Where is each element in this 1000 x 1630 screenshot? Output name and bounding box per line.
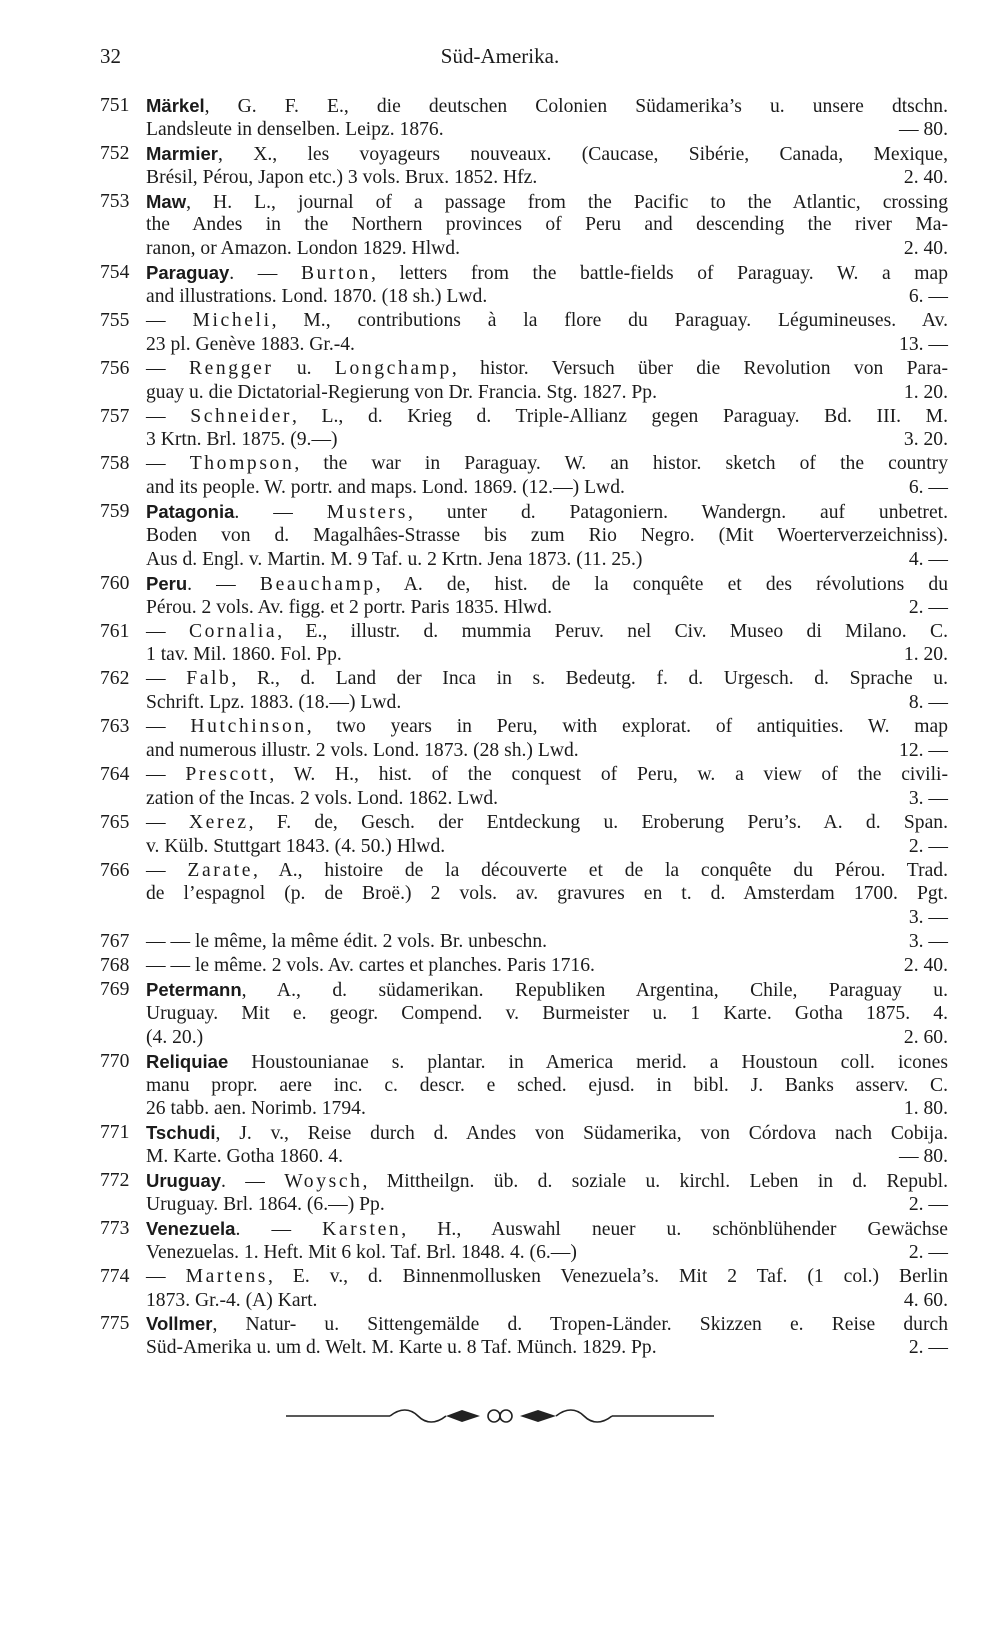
catalogue-entry: [100, 142, 948, 190]
entry-number: 755: [100, 310, 130, 332]
catalogue-entry: [100, 405, 948, 453]
entry-number: 774: [100, 1265, 130, 1287]
entry-text: , A. de, hist. de la conquête et des révolutions du: [375, 573, 948, 595]
entry-author: Beauchamp: [259, 573, 376, 595]
entry-keyword: Maw: [146, 190, 187, 212]
entry-number: 775: [100, 1313, 130, 1335]
entry-line-text: [146, 1289, 317, 1313]
entry-line: [146, 1097, 948, 1121]
entry-price: 3. —: [908, 907, 948, 929]
entry-price: — 80.: [899, 118, 948, 140]
catalogue-entries: [100, 94, 948, 1360]
entry-line-text: [146, 1145, 343, 1169]
catalogue-entry: [100, 500, 948, 572]
entry-price: 2. —: [908, 1193, 948, 1215]
entry-price: 2. 40.: [903, 955, 948, 977]
entry-text: 1 tav. Mil. 1860. Fol. Pp.: [146, 644, 342, 666]
entry-text: , E. v., d. Binnenmollusken Venezuela’s. Mit 2 Taf. (1 col.) Berlin: [267, 1265, 948, 1287]
entry-number: 760: [100, 572, 130, 594]
entry-line: [146, 1193, 948, 1217]
entry-text: —: [146, 859, 188, 881]
catalogue-entry: [100, 357, 948, 405]
entry-text: —: [146, 811, 189, 833]
entry-line: [146, 667, 948, 691]
entry-line-text: [146, 1097, 366, 1121]
catalogue-entry: [100, 1121, 948, 1169]
entry-text: 23 pl. Genève 1883. Gr.-4.: [146, 333, 355, 355]
entry-text: Aus d. Engl. v. Martin. M. 9 Taf. u. 2 Krtn. Jena 1873. (11. 25.): [146, 548, 643, 570]
entry-text: Uruguay. Brl. 1864. (6.—) Pp.: [146, 1193, 385, 1215]
catalogue-entry: [100, 190, 948, 262]
entry-text: Houstounianae s. plantar. in America merid. a Houstoun coll. icones: [228, 1051, 948, 1073]
entry-number: 766: [100, 859, 130, 881]
entry-keyword: Reliquiae: [146, 1050, 229, 1072]
entry-price: 3. —: [908, 931, 948, 953]
entry-text: , A., histoire de la découverte et de la conquête du Pérou. Trad.: [253, 859, 948, 881]
entry-text: and numerous illustr. 2 vols. Lond. 1873. (28 sh.) Lwd.: [146, 740, 579, 762]
entry-price: 1. 20.: [903, 381, 948, 403]
entry-text: , Natur- u. Sittengemälde d. Tropen-Länder. Skizzen e. Reise durch: [212, 1314, 948, 1336]
entry-text: —: [146, 310, 193, 332]
entry-line: [146, 906, 948, 930]
entry-text: — — le même. 2 vols. Av. cartes et planches. Paris 1716.: [146, 955, 595, 977]
entry-text: de l’espagnol (p. de Broë.) 2 vols. av. gravures en t. d. Amsterdam 1700. Pgt.: [146, 883, 948, 905]
entry-text: , L., d. Krieg d. Triple-Allianz gegen Paraguay. Bd. III. M.: [292, 405, 948, 427]
entry-line: [146, 739, 948, 763]
entry-price: 6. —: [908, 286, 948, 308]
entry-line-text: [146, 1336, 657, 1360]
entry-line: [146, 1169, 948, 1193]
entry-line-text: [146, 643, 342, 667]
entry-text: , two years in Peru, with explorat. of antiquities. W. map: [306, 716, 949, 738]
entry-text: . —: [187, 573, 260, 595]
entry-text: ranon, or Amazon. London 1829. Hlwd.: [146, 238, 460, 260]
entry-line: [146, 954, 948, 978]
entry-line: [146, 643, 948, 667]
entry-text: Brésil, Pérou, Japon etc.) 3 vols. Brux. 1852. Hfz.: [146, 166, 538, 188]
entry-line: [146, 118, 948, 142]
entry-text: —: [146, 620, 189, 642]
entry-line-text: [146, 237, 460, 261]
entry-text: , J. v., Reise durch d. Andes von Südamerika, von Córdova nach Cobija.: [215, 1123, 948, 1145]
entry-line: [146, 1121, 948, 1145]
entry-text: . —: [229, 263, 301, 285]
entry-author: Musters: [326, 502, 409, 524]
catalogue-entry: [100, 1169, 948, 1217]
entry-number: 762: [100, 668, 130, 690]
catalogue-entry: [100, 309, 948, 357]
entry-text: Schrift. Lpz. 1883. (18.—) Lwd.: [146, 692, 402, 714]
entry-price: 2. —: [908, 835, 948, 857]
entry-author: Prescott: [185, 763, 270, 785]
entry-line: [146, 1265, 948, 1289]
entry-line: [146, 1026, 948, 1050]
entry-line-text: [146, 739, 579, 763]
end-ornament: [280, 1404, 720, 1428]
entry-number: 765: [100, 811, 130, 833]
entry-line-text: [146, 835, 445, 859]
entry-text: . —: [235, 1218, 323, 1240]
entry-line: [146, 548, 948, 572]
entry-number: 770: [100, 1050, 130, 1072]
entry-price: 3. —: [908, 787, 948, 809]
entry-text: —: [146, 453, 190, 475]
entry-price: 1. 20.: [903, 644, 948, 666]
entry-line: [146, 1336, 948, 1360]
entry-line: [146, 213, 948, 237]
entry-line: [146, 476, 948, 500]
entry-number: 761: [100, 620, 130, 642]
catalogue-entry: [100, 261, 948, 309]
entry-line-text: [146, 428, 338, 452]
entry-author: Burton: [300, 263, 371, 285]
catalogue-entry: [100, 1217, 948, 1265]
entry-line: [146, 1074, 948, 1098]
catalogue-entry: [100, 572, 948, 620]
entry-price: 2. —: [908, 1241, 948, 1263]
entry-text: —: [146, 716, 191, 738]
entry-author: Woysch: [284, 1171, 363, 1193]
catalogue-entry: [100, 1265, 948, 1313]
entry-text: —: [146, 357, 189, 379]
entry-line: [146, 190, 948, 214]
catalogue-entry: [100, 954, 948, 978]
entry-line-text: [146, 548, 642, 572]
entry-price: — 80.: [899, 1146, 948, 1168]
entry-line: [146, 428, 948, 452]
entry-text: Venezuelas. 1. Heft. Mit 6 kol. Taf. Brl. 1848. 4. (6.—): [146, 1241, 577, 1263]
entry-line: [146, 1289, 948, 1313]
entry-price: 3. 20.: [903, 429, 948, 451]
entry-line: [146, 237, 948, 261]
entry-line: [146, 572, 948, 596]
entry-price: 13. —: [899, 333, 948, 355]
entry-text: —: [146, 1265, 186, 1287]
entry-price: 4. 60.: [903, 1289, 948, 1311]
entry-line: [146, 835, 948, 859]
entry-number: 764: [100, 763, 130, 785]
entry-author: Longchamp: [334, 357, 452, 379]
entry-text: , histor. Versuch über die Revolution von Para-: [451, 357, 948, 379]
entry-price: 2. —: [908, 1337, 948, 1359]
catalogue-entry: [100, 763, 948, 811]
entry-text: , A., d. südamerikan. Republiken Argentina, Chile, Paraguay u.: [241, 979, 948, 1001]
entry-price: 2. —: [908, 596, 948, 618]
entry-line-text: [146, 476, 625, 500]
entry-line: [146, 978, 948, 1002]
entry-text: , letters from the battle-fields of Paraguay. W. a map: [370, 263, 948, 285]
entry-line-text: [146, 333, 355, 357]
entry-number: 773: [100, 1217, 130, 1239]
entry-number: 753: [100, 190, 130, 212]
entry-keyword: Marmier: [146, 142, 218, 164]
entry-line-text: [146, 381, 657, 405]
entry-text: , E., illustr. d. mummia Peruv. nel Civ. Museo di Milano. C.: [277, 620, 948, 642]
entry-text: (4. 20.): [146, 1026, 204, 1048]
entry-keyword: Vollmer: [146, 1313, 213, 1335]
entry-text: zation of the Incas. 2 vols. Lond. 1862. Lwd.: [146, 787, 499, 809]
entry-price: 2. 40.: [903, 166, 948, 188]
entry-text: , M., contributions à la flore du Paraguay. Légumineuses. Av.: [271, 310, 948, 332]
entry-author: Cornalia: [188, 620, 278, 642]
entry-line-text: [146, 1026, 203, 1050]
entry-line: [146, 524, 948, 548]
entry-text: , F. de, Gesch. der Entdeckung u. Eroberung Peru’s. A. d. Span.: [248, 811, 948, 833]
entry-author: Karsten: [322, 1218, 402, 1240]
entry-line: [146, 811, 948, 835]
catalogue-entry: [100, 452, 948, 500]
entry-price: 6. —: [908, 477, 948, 499]
entry-author: Micheli: [192, 310, 272, 332]
entry-text: , H., Auswahl neuer u. schönblühender Gewächse: [401, 1218, 948, 1240]
entry-number: 768: [100, 955, 130, 977]
entry-price: 2. 60.: [903, 1026, 948, 1048]
entry-text: Boden von d. Magalhâes-Strasse bis zum Rio Negro. (Mit Woerterverzeichniss).: [146, 525, 948, 547]
entry-line-text: [146, 1241, 577, 1265]
entry-line-text: [146, 285, 487, 309]
entry-text: 3 Krtn. Brl. 1875. (9.—): [146, 429, 338, 451]
entry-text: and illustrations. Lond. 1870. (18 sh.) Lwd.: [146, 286, 488, 308]
catalogue-entry: [100, 1312, 948, 1360]
catalogue-entry: [100, 715, 948, 763]
entry-number: 757: [100, 405, 130, 427]
entry-number: 751: [100, 95, 130, 116]
entry-text: u.: [273, 357, 335, 379]
entry-text: , unter d. Patagoniern. Wandergn. auf unbetret.: [408, 502, 948, 524]
entry-text: M. Karte. Gotha 1860. 4.: [146, 1146, 343, 1168]
entry-text: Süd-Amerika u. um d. Welt. M. Karte u. 8 Taf. Münch. 1829. Pp.: [146, 1337, 657, 1359]
catalogue-entry: [100, 94, 948, 142]
entry-line: [146, 166, 948, 190]
entry-line-text: [146, 787, 498, 811]
entry-text: —: [146, 763, 186, 785]
entry-line: [146, 787, 948, 811]
page-header: [0, 44, 1000, 74]
entry-number: 752: [100, 142, 130, 164]
entry-price: 1. 80.: [903, 1098, 948, 1120]
entry-text: —: [146, 668, 187, 690]
entry-number: 763: [100, 716, 130, 738]
entry-text: , Mittheilgn. üb. d. soziale u. kirchl. Leben in d. Republ.: [362, 1171, 948, 1193]
catalogue-entry: [100, 859, 948, 931]
entry-author: Thompson: [189, 453, 295, 475]
entry-author: Rengger: [188, 357, 274, 379]
entry-author: Falb: [186, 668, 232, 690]
entry-keyword: Patagonia: [146, 501, 235, 523]
entry-number: 758: [100, 453, 130, 475]
entry-number: 769: [100, 978, 130, 1000]
entry-line: [146, 1145, 948, 1169]
entry-line: [146, 405, 948, 429]
entry-keyword: Märkel: [146, 95, 205, 116]
catalogue-entry: [100, 978, 948, 1050]
entry-line-text: [146, 166, 537, 190]
entry-number: 756: [100, 357, 130, 379]
entry-line: [146, 1217, 948, 1241]
entry-price: 4. —: [908, 548, 948, 570]
entry-number: 767: [100, 931, 130, 953]
entry-line-text: [146, 691, 401, 715]
entry-text: guay u. die Dictatorial-Regierung von Dr. Francia. Stg. 1827. Pp.: [146, 381, 657, 403]
entry-text: , R., d. Land der Inca in s. Bedeutg. f. d. Urgesch. d. Sprache u.: [231, 668, 948, 690]
entry-text: 1873. Gr.-4. (A) Kart.: [146, 1289, 318, 1311]
entry-line: [146, 620, 948, 644]
entry-price: 8. —: [908, 692, 948, 714]
catalogue-entry: [100, 811, 948, 859]
entry-line: [146, 1002, 948, 1026]
entry-text: 26 tabb. aen. Norimb. 1794.: [146, 1098, 366, 1120]
entry-author: Hutchinson: [190, 716, 307, 738]
entry-line: [146, 859, 948, 883]
entry-line: [146, 691, 948, 715]
page-number: 32: [100, 44, 121, 68]
entry-line: [146, 357, 948, 381]
entry-keyword: Peru: [146, 572, 188, 594]
entry-keyword: Venezuela: [146, 1217, 236, 1239]
catalogue-entry: [100, 667, 948, 715]
entry-author: Xerez: [188, 811, 249, 833]
catalogue-entry: [100, 930, 948, 954]
entry-text: — — le même, la même édit. 2 vols. Br. unbeschn.: [146, 931, 548, 953]
entry-text: , H. L., journal of a passage from the Pacific to the Atlantic, crossing: [186, 191, 948, 213]
entry-number: 759: [100, 501, 130, 523]
entry-price: 2. 40.: [903, 238, 948, 260]
entry-line: [146, 381, 948, 405]
entry-text: , X., les voyageurs nouveaux. (Caucase, Sibérie, Canada, Mexique,: [217, 143, 948, 165]
entry-line: [146, 1312, 948, 1336]
entry-keyword: Tschudi: [146, 1122, 216, 1144]
entry-line: [146, 261, 948, 285]
entry-number: 754: [100, 262, 130, 284]
entry-line: [146, 1241, 948, 1265]
entry-line-text: [146, 930, 547, 954]
entry-number: 771: [100, 1122, 130, 1144]
catalogue-entry: [100, 620, 948, 668]
entry-line: [146, 333, 948, 357]
entry-text: Pérou. 2 vols. Av. figg. et 2 portr. Paris 1835. Hlwd.: [146, 596, 553, 618]
entry-text: Landsleute in denselben. Leipz. 1876.: [146, 118, 444, 140]
entry-text: Uruguay. Mit e. geogr. Compend. v. Burmeister u. 1 Karte. Gotha 1875. 4.: [146, 1002, 948, 1024]
entry-text: and its people. W. portr. and maps. Lond. 1869. (12.—) Lwd.: [146, 477, 625, 499]
entry-text: the Andes in the Northern provinces of Peru and descending the river Ma-: [146, 214, 948, 236]
entry-text: . —: [221, 1171, 285, 1193]
entry-line-text: [146, 954, 595, 978]
entry-line: [146, 309, 948, 333]
entry-line: [146, 882, 948, 906]
entry-line: [146, 596, 948, 620]
entry-line-text: [146, 118, 444, 142]
entry-author: Zarate: [187, 859, 254, 881]
entry-text: . —: [234, 502, 327, 524]
entry-price: 12. —: [899, 740, 948, 762]
entry-line-text: [146, 1193, 385, 1217]
entry-author: Schneider: [190, 405, 292, 427]
entry-text: manu propr. aere inc. c. descr. e sched. ejusd. in bibl. J. Banks asserv. C.: [146, 1074, 948, 1096]
entry-line: [146, 285, 948, 309]
entry-text: v. Külb. Stuttgart 1843. (4. 50.) Hlwd.: [146, 835, 446, 857]
entry-keyword: Uruguay: [146, 1170, 222, 1192]
entry-line: [146, 763, 948, 787]
catalogue-entry: [100, 1050, 948, 1122]
running-head: Süd-Amerika.: [440, 44, 560, 68]
entry-text: , the war in Paraguay. W. an histor. sketch of the country: [294, 453, 948, 475]
entry-line: [146, 930, 948, 954]
entry-text: —: [146, 405, 191, 427]
entry-author: Martens: [185, 1265, 268, 1287]
entry-line: [146, 452, 948, 476]
entry-line: [146, 715, 948, 739]
entry-line: [146, 500, 948, 524]
entry-text: , G. F. E., die deutschen Colonien Südamerika’s u. unsere dtschn.: [204, 96, 948, 117]
entry-keyword: Paraguay: [146, 262, 230, 284]
entry-keyword: Petermann: [146, 978, 242, 1000]
entry-line: [146, 1050, 948, 1074]
entry-number: 772: [100, 1170, 130, 1192]
entry-line-text: [146, 596, 552, 620]
entry-text: , W. H., hist. of the conquest of Peru, w. a view of the civili-: [269, 763, 949, 785]
entry-line: [146, 94, 948, 118]
entry-line: [146, 142, 948, 166]
